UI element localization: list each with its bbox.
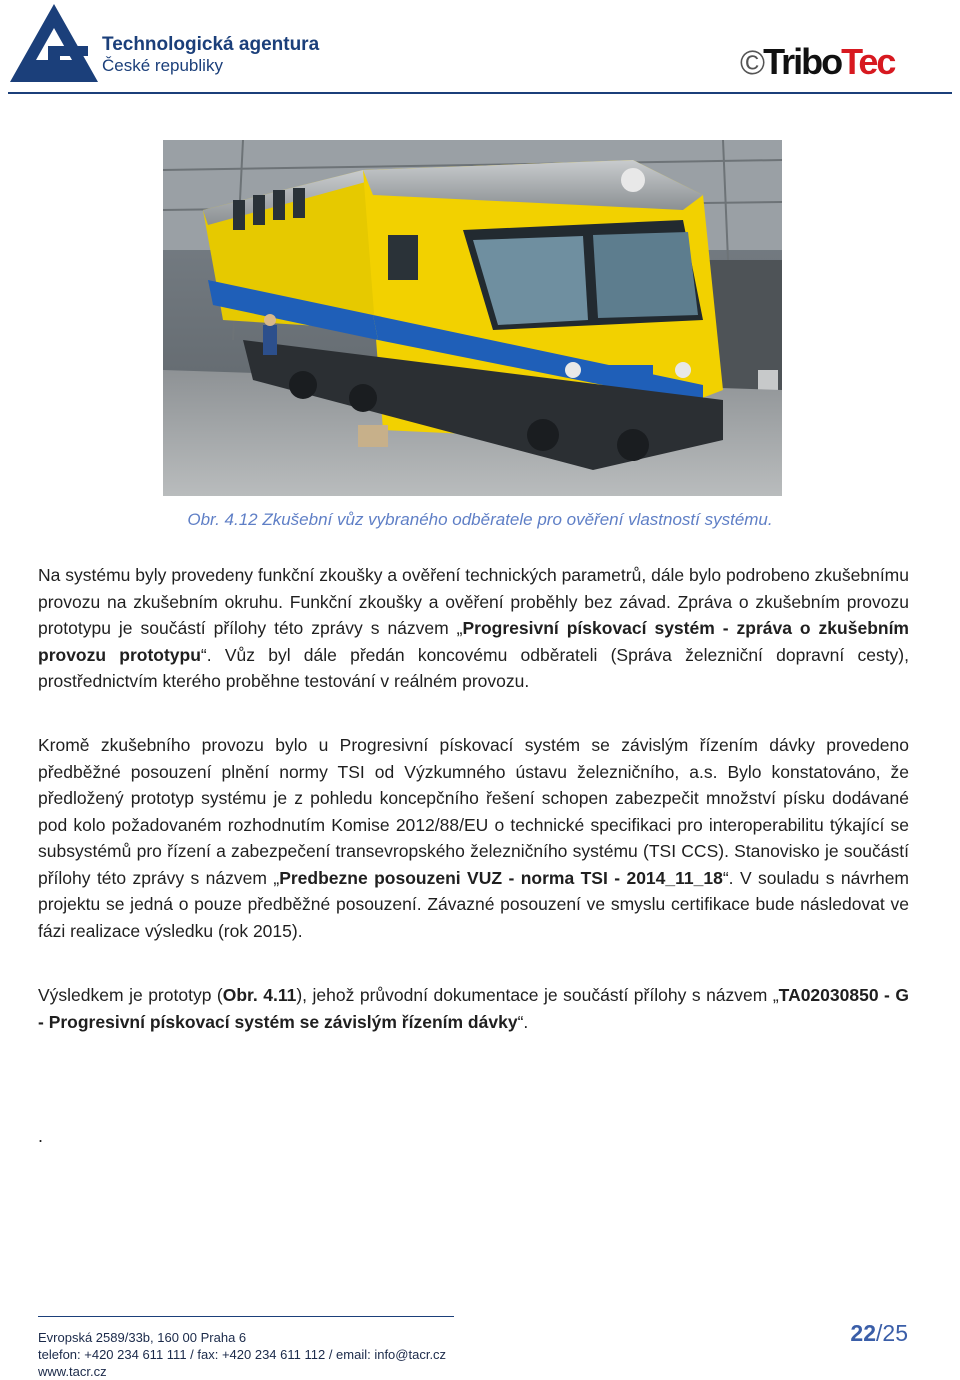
tacr-logo-icon: [8, 2, 100, 84]
page-number: [850, 1320, 908, 1347]
tacr-name-line2: České republiky: [102, 56, 223, 75]
stray-period: .: [38, 1126, 44, 1146]
footer-divider: [38, 1316, 454, 1317]
footer-contact: telefon: +420 234 611 111 / fax: +420 234 611 112 / email: info@tacr.cz: [38, 1347, 447, 1362]
figure-caption: Obr. 4.12 Zkušební vůz vybraného odběratele pro ověření vlastností systému.: [187, 510, 773, 529]
paragraph-testing: [38, 562, 909, 695]
footer-address: Evropská 2589/33b, 160 00 Praha 6: [38, 1330, 247, 1345]
copyright-symbol: ©: [740, 44, 764, 82]
train-photo: [163, 140, 782, 496]
page-separator: /: [876, 1320, 883, 1346]
tacr-wordmark: [102, 34, 319, 76]
paragraph-result: [38, 982, 909, 1035]
page-current: 22: [850, 1320, 877, 1346]
assessment-title: Predbezne posouzeni VUZ - norma TSI - 2014_11_18: [279, 867, 723, 888]
page-header: [0, 0, 960, 95]
paragraph-text: Výsledkem je prototyp (: [38, 985, 223, 1005]
documentation-title: TA02030850 - G - Progresivní pískovací systém se závislým řízením dávky: [38, 985, 909, 1032]
tribotec-name-part2: Tec: [841, 41, 895, 82]
page-footer: [38, 1329, 446, 1380]
footer-web-link[interactable]: www.tacr.cz: [38, 1364, 107, 1379]
report-title: Progresivní pískovací systém - zpráva o zkušebním provozu prototypu: [38, 618, 909, 665]
tacr-name-line1: Technologická agentura: [102, 34, 320, 55]
paragraph-text: “. V souladu s návrhem projektu se jedná o pouze předběžné posouzení. Závazné posouzení ve smyslu certifikace bude následovat ve fázi realizace výsledku (rok 2015).: [38, 867, 909, 941]
paragraph-text: Kromě zkušebního provozu bylo u Progresivní pískovací systém se závislým řízením dávky provedeno předběžné posouzení plnění normy TSI od Výzkumného ústavu železničního, a.s. Bylo konstatováno, že předložený prototyp systému je z pohledu koncepčního řešení schopen zabezpečit množství písku dodávané pod kolo požadovaném rozhodnutím Komise 2012/88/EU o technické specifikaci pro interoperabilitu týkající se subsystémů pro řízení a zabezpečení transevropského železničního systému (TSI CCS). Stanovisko je součástí přílohy této zprávy s názvem „: [38, 735, 909, 888]
page-total: 25: [882, 1320, 908, 1346]
paragraph-tsi-assessment: [38, 732, 909, 944]
paragraph-text: ), jehož průvodní dokumentace je součástí přílohy s názvem „: [296, 985, 779, 1005]
figure-reference: Obr. 4.11: [222, 985, 297, 1005]
paragraph-text: Na systému byly provedeny funkční zkoušky a ověření technických parametrů, dále bylo podrobeno zkušebnímu provozu na zkušebním okruhu. Funkční zkoušky a ověření proběhly bez závad. Zpráva o zkušebním provozu prototypu je součástí přílohy této zprávy s názvem „: [38, 565, 909, 638]
paragraph-text: “.: [517, 1011, 529, 1032]
paragraph-text: “. Vůz byl dále předán koncovému odběrateli (Správa železniční dopravní cesty), prostřednictvím kterého proběhne testování v reálném provozu.: [38, 644, 909, 691]
header-divider: [8, 92, 952, 94]
tribotec-logo: [740, 36, 958, 88]
tribotec-name-part1: Tribo: [763, 41, 842, 82]
